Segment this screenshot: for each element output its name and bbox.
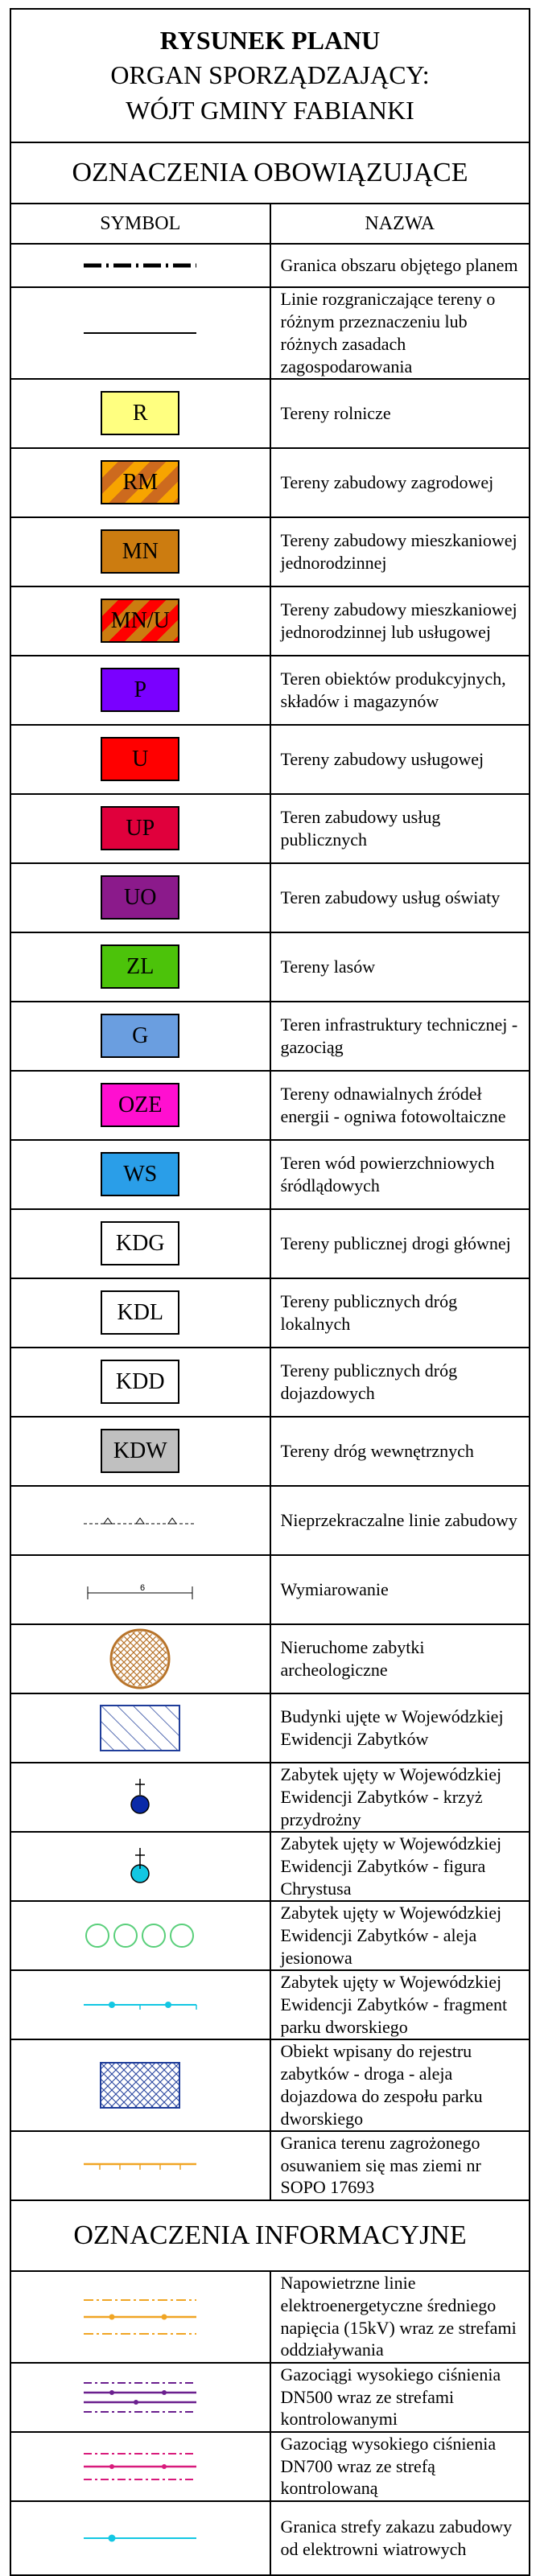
- authority-name: WÓJT GMINY FABIANKI: [126, 95, 414, 125]
- column-header-name: NAZWA: [270, 204, 530, 244]
- landslide-boundary-symbol: [10, 2131, 270, 2200]
- building-line-symbol: [10, 1486, 270, 1555]
- legend-row: [10, 1002, 530, 1071]
- legend-row: [10, 287, 530, 379]
- legend-label: Zabytek ujęty w Wojewódzkiej Ewidencji Zabytków - figura Chrystusa: [270, 1832, 530, 1901]
- legend-label: Nieprzekraczalne linie zabudowy: [270, 1486, 530, 1555]
- legend-row: [10, 1832, 530, 1901]
- legend-label: Obiekt wpisany do rejestru zabytków - droga - aleja dojazdowa do zespołu parku dworskiego: [270, 2039, 530, 2131]
- legend-label: Budynki ujęte w Wojewódzkiej Ewidencji Zabytków: [270, 1693, 530, 1763]
- zone-code-badge: KDD: [101, 1360, 179, 1404]
- legend-row: [10, 1071, 530, 1140]
- legend-label: Napowietrzne linie elektroenergetyczne średniego napięcia (15kV) wraz ze strefami oddziaływania: [270, 2271, 530, 2363]
- legend-label: Tereny publicznych dróg dojazdowych: [270, 1348, 530, 1417]
- section-binding-title: OZNACZENIA OBOWIĄZUJĄCE: [10, 142, 530, 204]
- legend-row: [10, 1970, 530, 2039]
- legend-label: Tereny zabudowy usługowej: [270, 725, 530, 794]
- legend-row: [10, 2131, 530, 2200]
- legend-row: [10, 725, 530, 794]
- legend-label: Nieruchome zabytki archeologiczne: [270, 1624, 530, 1693]
- legend-row: [10, 1348, 530, 1417]
- legend-row: [10, 794, 530, 863]
- dividing-line-symbol: [10, 287, 270, 379]
- zone-code-badge: RM: [101, 460, 179, 504]
- legend-row: [10, 1624, 530, 1693]
- legend-label: Teren wód powierzchniowych śródlądowych: [270, 1140, 530, 1209]
- legend-label: Granica obszaru objętego planem: [270, 244, 530, 287]
- legend-row: [10, 379, 530, 448]
- zone-code-badge: R: [101, 391, 179, 435]
- wayside-cross-icon: [10, 1763, 270, 1832]
- legend-label: Zabytek ujęty w Wojewódzkiej Ewidencji Zabytków - fragment parku dworskiego: [270, 1970, 530, 2039]
- legend-row: [10, 2039, 530, 2131]
- legend-row: [10, 2432, 530, 2501]
- zone-code-badge: UO: [101, 875, 179, 920]
- legend-row: [10, 1140, 530, 1209]
- legend-label: Granica terenu zagrożonego osuwaniem się mas ziemi nr SOPO 17693: [270, 2131, 530, 2200]
- park-boundary-symbol: [10, 1970, 270, 2039]
- legend-row: [10, 656, 530, 725]
- legend-label: Zabytek ujęty w Wojewódzkiej Ewidencji Zabytków - aleja jesionowa: [270, 1901, 530, 1970]
- legend-label: Tereny dróg wewnętrznych: [270, 1417, 530, 1486]
- legend-label: Tereny zabudowy mieszkaniowej jednorodzinnej: [270, 517, 530, 586]
- legend-row: [10, 244, 530, 287]
- legend-row: [10, 1763, 530, 1832]
- zone-code-badge: WS: [101, 1152, 179, 1196]
- legend-label: Tereny zabudowy zagrodowej: [270, 448, 530, 517]
- drawing-title: RYSUNEK PLANU: [159, 26, 381, 56]
- legend-row: [10, 1417, 530, 1486]
- legend-row: [10, 932, 530, 1002]
- zone-code-badge: KDG: [101, 1221, 179, 1265]
- legend-label: Teren zabudowy usług publicznych: [270, 794, 530, 863]
- legend-row: [10, 1278, 530, 1348]
- tree-alley-symbol: [10, 1901, 270, 1970]
- zone-code-badge: P: [101, 668, 179, 712]
- wind-zone-boundary-symbol: [10, 2501, 270, 2575]
- legend-row: [10, 1555, 530, 1624]
- legend-label: Gazociąg wysokiego ciśnienia DN700 wraz ze strefą kontrolowaną: [270, 2432, 530, 2501]
- legend-label: Linie rozgraniczające tereny o różnym przeznaczeniu lub różnych zasadach zagospodarowania: [270, 287, 530, 379]
- registered-road-symbol: [10, 2039, 270, 2131]
- legend-label: Tereny publicznych dróg lokalnych: [270, 1278, 530, 1348]
- legend-row: [10, 1901, 530, 1970]
- archaeology-symbol: [10, 1624, 270, 1693]
- dimension-value: 6: [140, 1582, 146, 1593]
- legend-row: [10, 1693, 530, 1763]
- section-informative-title: OZNACZENIA INFORMACYJNE: [10, 2200, 530, 2271]
- legend-row: [10, 2363, 530, 2432]
- legend-label: Tereny publicznej drogi głównej: [270, 1209, 530, 1278]
- zone-code-badge: UP: [101, 806, 179, 850]
- zone-code-badge: KDL: [101, 1290, 179, 1335]
- legend-label: Zabytek ujęty w Wojewódzkiej Ewidencji Zabytków - krzyż przydrożny: [270, 1763, 530, 1832]
- gas-pipeline-dn500-symbol: [10, 2363, 270, 2432]
- legend-label: Gazociągi wysokiego ciśnienia DN500 wraz ze strefami kontrolowanymi: [270, 2363, 530, 2432]
- legend-label: Teren infrastruktury technicznej - gazociąg: [270, 1002, 530, 1071]
- zone-code-badge: G: [101, 1014, 179, 1058]
- legend-row: [10, 1486, 530, 1555]
- legend-row: [10, 1209, 530, 1278]
- christ-figure-icon: [10, 1832, 270, 1901]
- legend-label: Wymiarowanie: [270, 1555, 530, 1624]
- gas-pipeline-dn700-symbol: [10, 2432, 270, 2501]
- legend-header: [10, 9, 530, 142]
- legend-label: Teren obiektów produkcyjnych, składów i magazynów: [270, 656, 530, 725]
- column-header-symbol: SYMBOL: [10, 204, 270, 244]
- legend-label: Granica strefy zakazu zabudowy od elektrowni wiatrowych: [270, 2501, 530, 2575]
- dimension-symbol: [10, 1555, 270, 1624]
- zone-code-badge: U: [101, 737, 179, 781]
- legend-row: [10, 586, 530, 656]
- zone-code-badge: MN/U: [101, 599, 179, 643]
- legend-label: Tereny zabudowy mieszkaniowej jednorodzinnej lub usługowej: [270, 586, 530, 656]
- legend-label: Teren zabudowy usług oświaty: [270, 863, 530, 932]
- power-line-symbol: [10, 2271, 270, 2363]
- legend-label: Tereny rolnicze: [270, 379, 530, 448]
- heritage-building-symbol: [10, 1693, 270, 1763]
- legend-label: Tereny odnawialnych źródeł energii - ogniwa fotowoltaiczne: [270, 1071, 530, 1140]
- plan-boundary-symbol: [10, 244, 270, 287]
- authority-label: ORGAN SPORZĄDZAJĄCY:: [110, 60, 430, 90]
- legend-label: Tereny lasów: [270, 932, 530, 1002]
- zone-code-badge: ZL: [101, 944, 179, 989]
- legend-row: [10, 2271, 530, 2363]
- zone-code-badge: KDW: [101, 1429, 179, 1473]
- zone-code-badge: OZE: [101, 1083, 179, 1127]
- legend-row: [10, 517, 530, 586]
- legend-row: [10, 2501, 530, 2575]
- legend-row: [10, 448, 530, 517]
- zone-code-badge: MN: [101, 529, 179, 574]
- legend-table: [10, 8, 530, 2576]
- legend-row: [10, 863, 530, 932]
